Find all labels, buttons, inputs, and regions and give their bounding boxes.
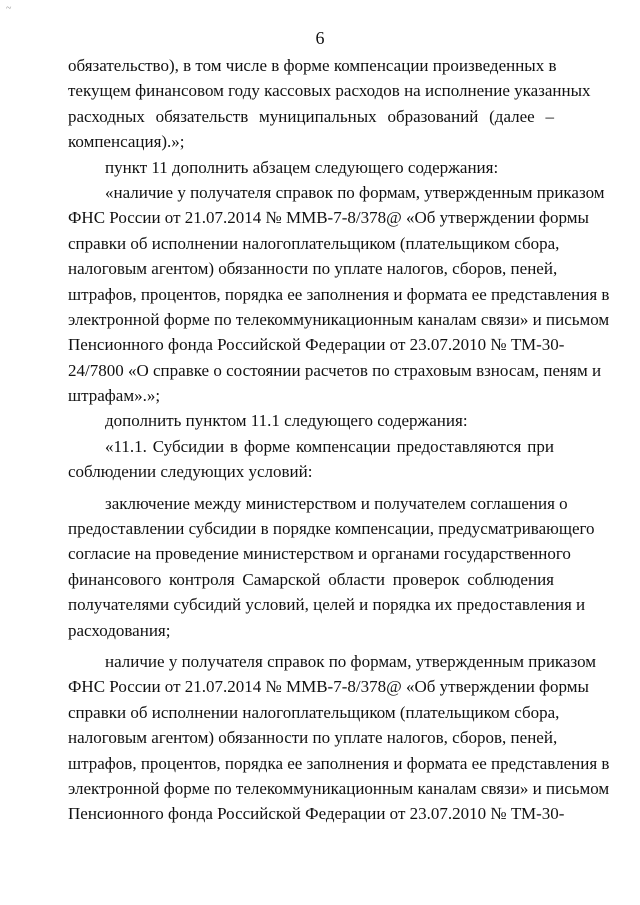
text-line: налоговым агентом) обязанности по уплате налогов, сборов, пеней,	[68, 728, 558, 748]
text-line: «наличие у получателя справок по формам, утвержденным приказом	[105, 182, 605, 202]
text-line: «11.1. Субсидии в форме компенсации предоставляются при	[105, 436, 554, 456]
text-line: пункт 11 дополнить абзацем следующего содержания:	[105, 157, 499, 177]
page-number: 6	[315, 28, 325, 48]
text-line: ФНС России от 21.07.2014 № ММВ-7-8/378@ «Об утверждении формы	[68, 677, 589, 697]
text-line: электронной форме по телекоммуникационным каналам связи» и письмом	[68, 309, 610, 329]
document-body	[68, 53, 610, 827]
text-line: Пенсионного фонда Российской Федерации от 23.07.2010 № ТМ-30-	[68, 804, 565, 824]
text-line: Пенсионного фонда Российской Федерации от 23.07.2010 № ТМ-30-	[68, 335, 565, 355]
text-line: соблюдении следующих условий:	[68, 462, 313, 482]
text-line: ФНС России от 21.07.2014 № ММВ-7-8/378@ «Об утверждении формы	[68, 208, 589, 228]
text-line: компенсация).»;	[68, 132, 185, 152]
text-line: 24/7800 «О справке о состоянии расчетов по страховым взносам, пеням и	[68, 360, 602, 380]
text-line: штрафов, процентов, порядка ее заполнения и формата ее представления в	[68, 753, 610, 773]
text-line: налоговым агентом) обязанности по уплате налогов, сборов, пеней,	[68, 259, 558, 279]
corner-mark: ~	[6, 3, 12, 14]
text-line: справки об исполнении налогоплательщиком (плательщиком сбора,	[68, 233, 560, 253]
text-line: обязательство), в том числе в форме компенсации произведенных в	[68, 56, 557, 75]
text-line: электронной форме по телекоммуникационным каналам связи» и письмом	[68, 778, 610, 798]
text-line: текущем финансовом году кассовых расходов на исполнение указанных	[68, 81, 591, 101]
text-line: справки об исполнении налогоплательщиком (плательщиком сбора,	[68, 702, 560, 722]
text-line: предоставлении субсидии в порядке компенсации, предусматривающего	[68, 519, 595, 539]
text-line: дополнить пунктом 11.1 следующего содержания:	[105, 411, 468, 431]
text-line: согласие на проведение министерством и органами государственного	[68, 544, 571, 564]
text-line: получателями субсидий условий, целей и порядка их предоставления и	[68, 595, 586, 615]
text-line: штрафов, процентов, порядка ее заполнения и формата ее представления в	[68, 284, 610, 304]
text-line: наличие у получателя справок по формам, утвержденным приказом	[105, 651, 597, 671]
text-line: штрафам».»;	[68, 386, 161, 406]
text-line: расходных обязательств муниципальных образований (далее –	[68, 106, 554, 126]
text-line: расходования;	[68, 620, 171, 640]
text-line: заключение между министерством и получателем соглашения о	[105, 493, 568, 513]
text-line: финансового контроля Самарской области проверок соблюдения	[68, 569, 554, 589]
